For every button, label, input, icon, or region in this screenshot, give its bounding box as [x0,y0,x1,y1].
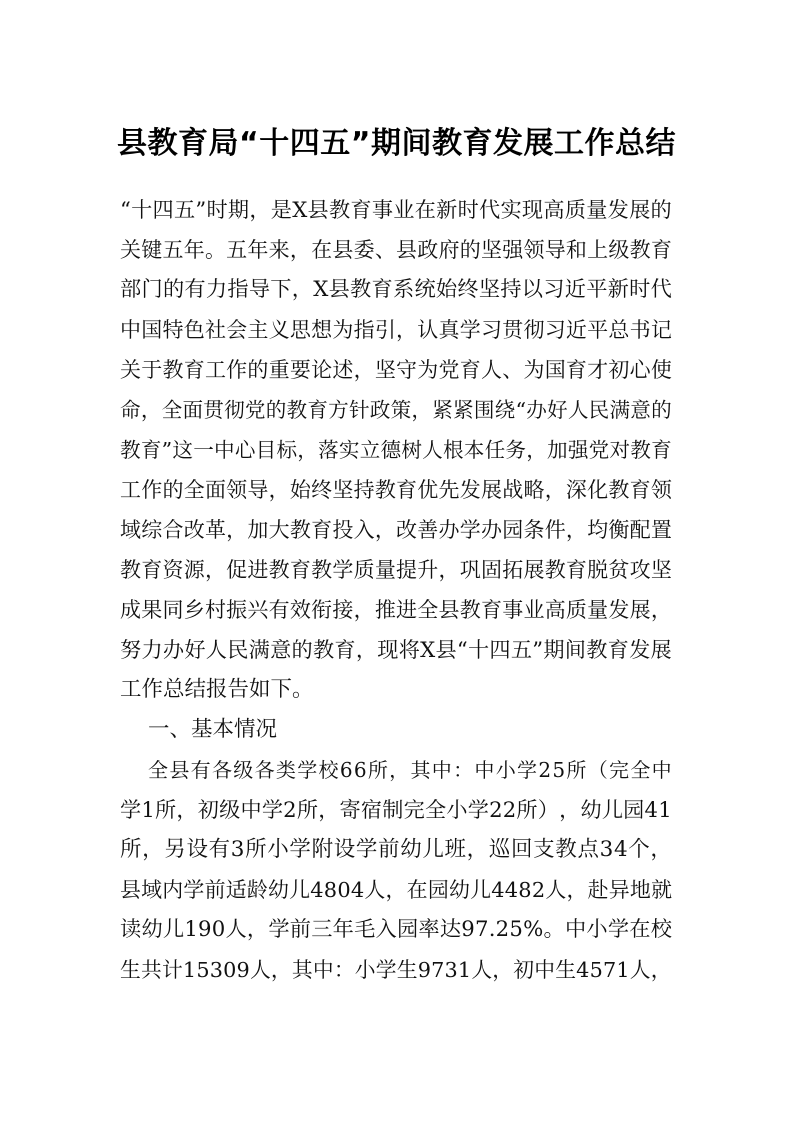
paragraph-line: 命 ， 全 面 贯 彻 党 的 教 育 方 针 政 策 ， 紧 紧 围 绕 “ 办 好 人 民 满 意 的 [120,398,672,422]
paragraph-line: 全 县 有 各 级 各 类 学 校 6 6 所 ， 其 中 ： 中 小 学 2 5 所 （ 完 全 中 [148,758,672,782]
paragraph-line: 努 力 办 好 人 民 满 意 的 教 育 ， 现 将 X 县 “ 十 四 五 ” 期 间 教 育 发 展 [120,637,672,662]
paragraph-line: 部 门 的 有 力 指 导 下 ， X 县 教 育 系 统 始 终 坚 持 以 习 近 平 新 时 代 [120,277,672,302]
paragraph-line: 关 键 五 年 。 五 年 来 ， 在 县 委 、 县 政 府 的 坚 强 领 导 和 上 级 教 育 [120,237,672,262]
paragraph-line: 生 共 计 1 5 3 0 9 人 ， 其 中 ： 小 学 生 9 7 3 1 人 ， 初 中 生 4 5 7 1 人 ， [120,958,672,982]
paragraph-line: 教 育 ” 这 一 中 心 目 标 ， 落 实 立 德 树 人 根 本 任 务 ， 加 强 党 对 教 育 [120,438,672,462]
paragraph-line: 教 育 资 源 ， 促 进 教 育 教 学 质 量 提 升 ， 巩 固 拓 展 教 育 脱 贫 攻 坚 [120,557,672,582]
paragraph-line: 中 国 特 色 社 会 主 义 思 想 为 指 引 ， 认 真 学 习 贯 彻 习 近 平 总 书 记 [120,317,672,342]
paragraph-line: 学 1 所 ， 初 级 中 学 2 所 ， 寄 宿 制 完 全 小 学 2 2 所 ） ， 幼 儿 园 4 1 [120,797,672,822]
paragraph-line: 工作总结报告如下。 [120,677,314,702]
document-body [120,190,672,990]
document-title: 县教育局“十四五”期间教育发展工作总结 [117,126,676,161]
paragraph-line: 成 果 同 乡 村 振 兴 有 效 衔 接 ， 推 进 全 县 教 育 事 业 高 质 量 发 展 ， [120,597,672,622]
paragraph-line: 县 域 内 学 前 适 龄 幼 儿 4 8 0 4 人 ， 在 园 幼 儿 4 4 8 2 人 ， 赴 异 地 就 [120,878,672,902]
paragraph-line: 关 于 教 育 工 作 的 重 要 论 述 ， 坚 守 为 党 育 人 、 为 国 育 才 初 心 使 [120,357,672,382]
paragraph-line: 所 ， 另 设 有 3 所 小 学 附 设 学 前 幼 儿 班 ， 巡 回 支 教 点 3 4 个 ， [120,837,672,862]
paragraph-line: 读 幼 儿 1 9 0 人 ， 学 前 三 年 毛 入 园 率 达 9 7 . 2 5 % 。 中 小 学 在 校 [120,917,672,942]
paragraph-line: “ 十 四 五 ” 时 期 ， 是 X 县 教 育 事 业 在 新 时 代 实 现 高 质 量 发 展 的 [120,197,672,222]
paragraph-line: 域 综 合 改 革 ， 加 大 教 育 投 入 ， 改 善 办 学 办 园 条 件 ， 均 衡 配 置 [120,517,672,542]
paragraph-line: 工 作 的 全 面 领 导 ， 始 终 坚 持 教 育 优 先 发 展 战 略 ， 深 化 教 育 领 [120,477,672,502]
section-heading: 一、基本情况 [148,717,278,742]
